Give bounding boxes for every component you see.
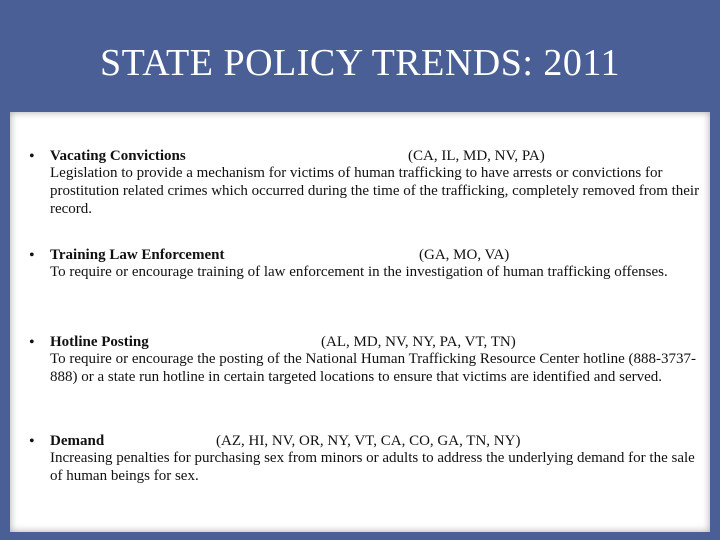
slide-title: STATE POLICY TRENDS: 2011 (99, 42, 621, 84)
bullet-marker: • (29, 148, 35, 165)
bullet-marker: • (29, 433, 35, 450)
bullet-states: (GA, MO, VA) (419, 247, 510, 263)
bullet-description: To require or encourage training of law enforcement in the investigation of human trafficking offenses. (50, 264, 668, 280)
bullet-description: To require or encourage the posting of the National Human Trafficking Resource Center hotline (888-3737-888) or a state run hotline in certain targeted locations to ensure that victims are identified and served. (50, 351, 697, 385)
right-frame-border (710, 112, 720, 540)
content-panel (10, 112, 710, 532)
bottom-frame-border (0, 532, 720, 540)
bullet-states: (AL, MD, NV, NY, PA, VT, TN) (321, 334, 516, 350)
bullet-marker: • (29, 334, 35, 351)
bullet-states: (AZ, HI, NV, OR, NY, VT, CA, CO, GA, TN, NY) (216, 433, 521, 449)
title-bar (0, 0, 720, 112)
bullet-description: Legislation to provide a mechanism for victims of human trafficking to have arrests or convictions for prostitution related crimes which occurred during the time of the trafficking, completely removed from their record. (50, 165, 700, 217)
bullet-heading: Training Law Enforcement (50, 247, 225, 263)
bullet-marker: • (29, 247, 35, 264)
bullet-heading: Hotline Posting (50, 334, 149, 350)
bullet-heading: Vacating Convictions (50, 148, 186, 164)
bullet-heading: Demand (50, 433, 105, 449)
left-frame-border (0, 112, 10, 540)
bullet-description: Increasing penalties for purchasing sex from minors or adults to address the underlying demand for the sale of human beings for sex. (50, 450, 695, 484)
bullet-states: (CA, IL, MD, NV, PA) (408, 148, 545, 164)
